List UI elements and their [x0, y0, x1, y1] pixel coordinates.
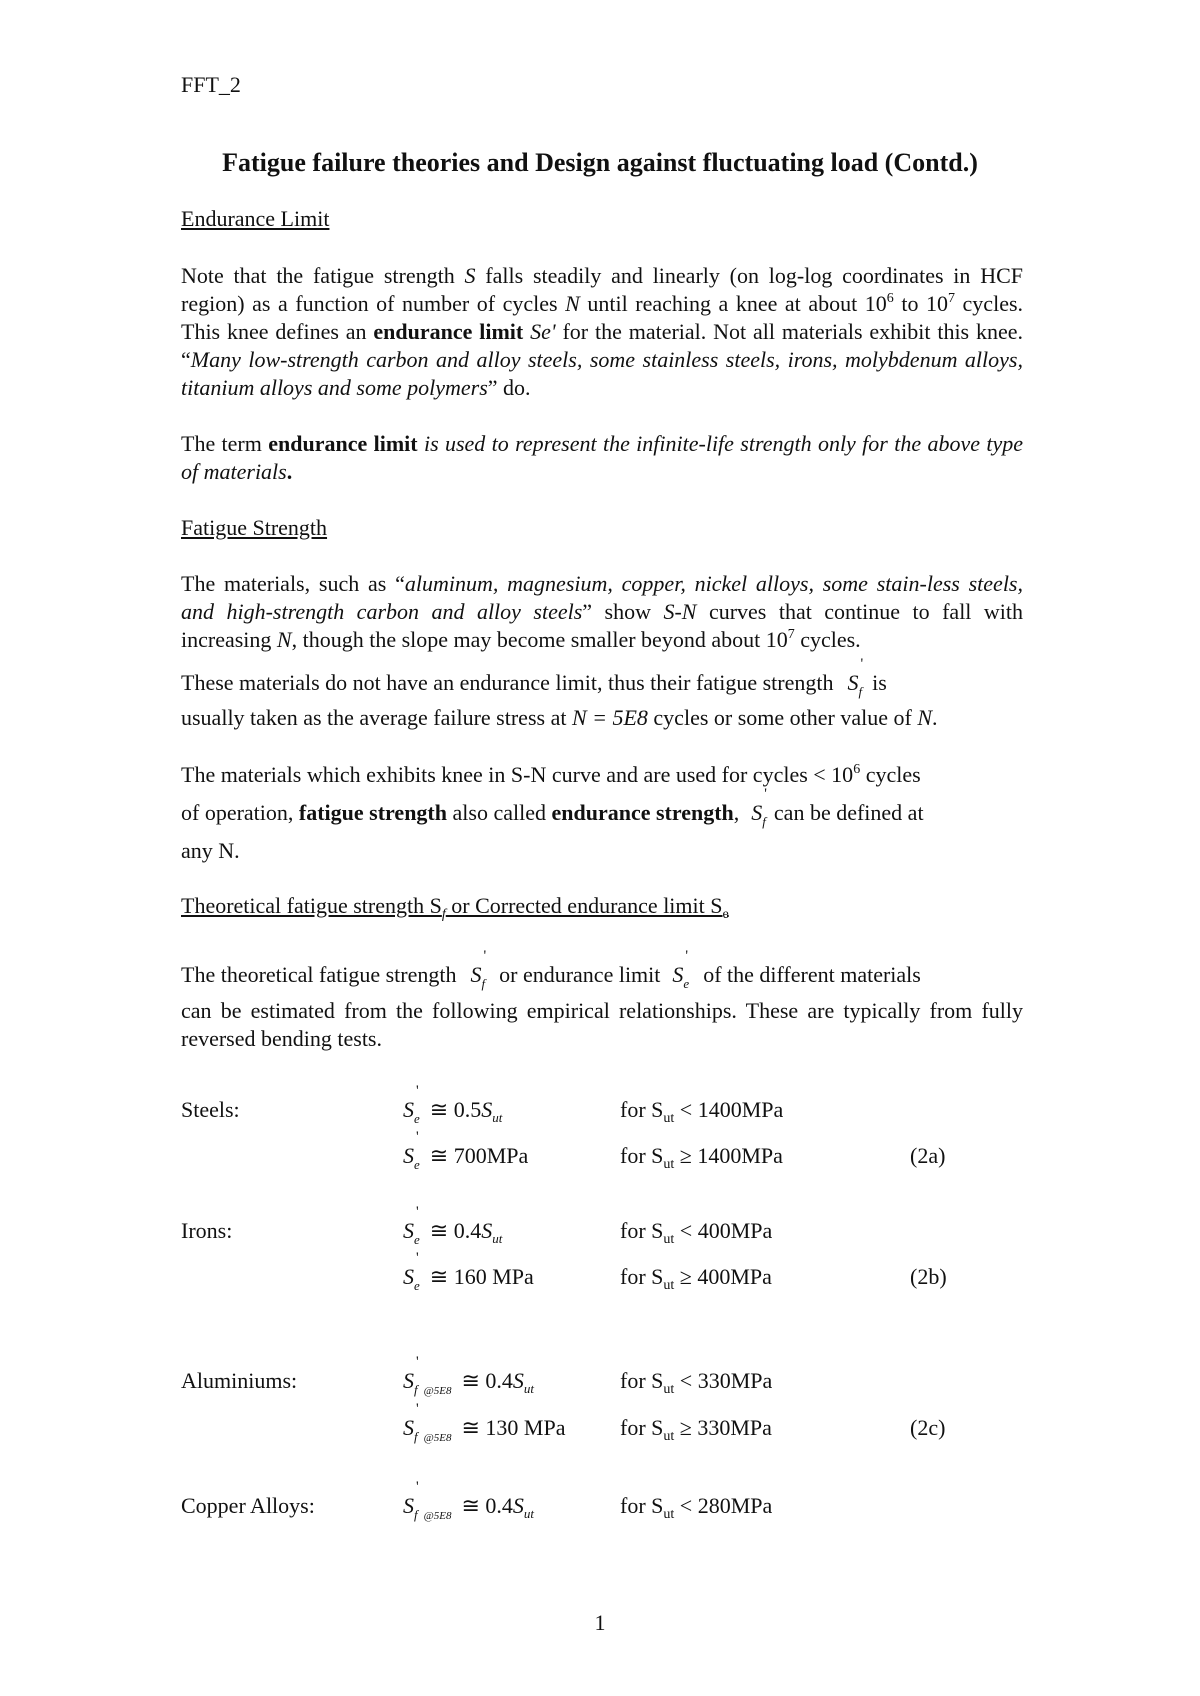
- text-run: .: [932, 705, 938, 730]
- subscript-e: e: [414, 1111, 420, 1126]
- symbol-s: S: [481, 1218, 493, 1243]
- bold-term: endurance strength: [551, 800, 734, 825]
- text-run: ” show: [582, 599, 664, 624]
- bold-term: endurance limit: [268, 431, 418, 456]
- symbol-sn: S-N: [663, 599, 697, 624]
- fatigue-paragraph-1b-line-2: [181, 705, 1023, 731]
- subscript-ut: ut: [492, 1231, 503, 1246]
- endurance-paragraph-2: [181, 430, 1023, 486]
- text-run: .: [286, 459, 293, 484]
- equation-rhs: ≅ 700MPa: [429, 1143, 529, 1168]
- section-heading-theoretical-fatigue-strength: [181, 893, 729, 922]
- equation-condition: [620, 1368, 773, 1397]
- equation-condition: [620, 1264, 772, 1293]
- symbol-s: S: [403, 1368, 414, 1393]
- equation-formula: [403, 1401, 566, 1445]
- equation-material-label: Irons:: [181, 1218, 233, 1243]
- prime-mark: ': [483, 948, 487, 964]
- subscript-f: f: [414, 1429, 418, 1444]
- symbol-n: N: [276, 627, 292, 652]
- text-run: ≥ 330MPa: [674, 1415, 772, 1440]
- equation-formula: [403, 1354, 535, 1398]
- text-run: < 400MPa: [674, 1218, 773, 1243]
- equation-material-label: Copper Alloys:: [181, 1493, 315, 1518]
- text-run: for S: [620, 1415, 664, 1440]
- symbol-s: S: [403, 1097, 414, 1122]
- text-run: cycles.: [794, 627, 861, 652]
- text-run: for S: [620, 1493, 664, 1518]
- subscript-e: e: [414, 1157, 420, 1172]
- theoretical-paragraph-line-2: can be estimated from the following empirical relationships. These are typically from fully reversed bending tests.: [181, 998, 1023, 1051]
- subscript-ut: ut: [663, 1111, 675, 1126]
- symbol-se-prime: [403, 1129, 420, 1173]
- symbol-sf-prime: [403, 1354, 452, 1398]
- prime-mark: ': [416, 1250, 419, 1266]
- text-run: The term: [181, 431, 269, 456]
- subscript-f: f: [858, 684, 863, 699]
- subscript-ut: ut: [663, 1278, 675, 1293]
- prime-mark: ': [416, 1479, 419, 1495]
- equation-formula: [403, 1129, 529, 1173]
- text-run: usually taken as the average failure stress at: [181, 705, 572, 730]
- fatigue-paragraph-2-line-2: [181, 786, 1023, 830]
- symbol-se-prime: [403, 1083, 420, 1127]
- text-run: , though the slope may become smaller beyond about 10: [291, 627, 788, 652]
- text-run: ≥ 400MPa: [674, 1264, 772, 1289]
- symbol-sf-prime: [403, 1401, 452, 1445]
- subscript-ut: ut: [663, 1429, 675, 1444]
- text-run: cycles or some other value of: [647, 705, 918, 730]
- exponent: 7: [948, 291, 955, 306]
- symbol-s: S: [403, 1264, 414, 1289]
- symbol-s: S: [403, 1143, 414, 1168]
- symbol-sf-prime: [847, 656, 864, 700]
- fatigue-paragraph-2-line-1: [181, 762, 1023, 788]
- text-run: of the different materials: [703, 962, 921, 987]
- subscript-ut: ut: [492, 1110, 503, 1125]
- symbol-s: S: [403, 1218, 414, 1243]
- bold-term: fatigue strength: [298, 800, 447, 825]
- text-run: These materials do not have an endurance limit, thus their fatigue strength: [181, 670, 834, 695]
- text-run: for S: [620, 1264, 664, 1289]
- text-run: for S: [620, 1143, 664, 1168]
- text-run: ,: [733, 800, 740, 825]
- text-run: falls steadily and linearly (on log-log coordinates in HCF region) as a function of number of cycles: [181, 263, 1023, 316]
- prime-mark: ': [416, 1354, 419, 1370]
- subscript-f: f: [441, 907, 446, 922]
- equation-number: (2c): [910, 1415, 946, 1440]
- subscript-at-5e8: @5E8: [423, 1385, 452, 1397]
- text-run: The materials, such as “: [181, 571, 405, 596]
- subscript-ut: ut: [663, 1232, 675, 1247]
- italic-quote: aluminum, magnesium, copper, nickel alloys, some stain-less steels, and high-strength carbon and alloy steels: [181, 571, 1023, 624]
- fatigue-paragraph-1: [181, 570, 1023, 654]
- page-title: Fatigue failure theories and Design against fluctuating load (Contd.): [222, 148, 978, 177]
- subscript-e: e: [683, 976, 690, 991]
- equation-formula: [403, 1204, 503, 1248]
- symbol-s: S: [751, 800, 763, 825]
- equation-condition: [620, 1415, 772, 1444]
- symbol-n: N: [565, 291, 580, 316]
- subscript-ut: ut: [663, 1507, 675, 1522]
- symbol-se: Se': [530, 319, 556, 344]
- prime-mark: ': [764, 786, 767, 802]
- equation-material-label: Aluminiums:: [181, 1368, 298, 1393]
- symbol-s: S: [512, 1493, 524, 1518]
- symbol-se-prime: [403, 1204, 420, 1248]
- text-run: is: [872, 670, 887, 695]
- text-run: < 280MPa: [674, 1493, 773, 1518]
- symbol-sf-prime: [751, 786, 767, 830]
- text-run: < 1400MPa: [674, 1097, 784, 1122]
- symbol-s: S: [847, 670, 859, 695]
- italic-text: is used to represent the infinite-life strength only for the above type of materials: [181, 431, 1023, 484]
- subscript-f: f: [481, 976, 486, 991]
- fatigue-paragraph-1b-line-1: [181, 656, 1023, 700]
- text-run: cycles: [860, 762, 921, 787]
- symbol-n: N: [917, 705, 933, 730]
- exponent: 6: [853, 762, 861, 777]
- text-run: The materials which exhibits knee in S-N curve and are used for cycles < 10: [181, 762, 854, 787]
- equation-rhs: ≅ 0.4: [461, 1368, 513, 1393]
- section-heading-fatigue-strength: Fatigue Strength: [181, 515, 328, 540]
- text-run: The theoretical fatigue strength: [181, 962, 457, 987]
- text-run: for the material. Not all materials exhibit this knee. “: [181, 319, 1024, 372]
- equation-rhs: ≅ 0.4: [461, 1493, 513, 1518]
- subscript-f: f: [414, 1382, 418, 1397]
- symbol-s: S: [672, 962, 684, 987]
- equation-condition: [620, 1218, 773, 1247]
- text-run: for S: [620, 1368, 664, 1393]
- symbol-s: S: [403, 1415, 414, 1440]
- equation-condition: [620, 1493, 773, 1522]
- subscript-at-5e8: @5E8: [423, 1432, 452, 1444]
- equation-formula: [403, 1083, 503, 1127]
- symbol-s: S: [464, 263, 476, 288]
- subscript-f: f: [762, 814, 766, 829]
- text-run: or Corrected endurance limit S: [445, 893, 723, 918]
- prime-mark: ': [416, 1401, 419, 1417]
- text-run: also called: [447, 800, 552, 825]
- text-run: Note that the fatigue strength: [181, 263, 465, 288]
- text-run: can be defined at: [773, 800, 924, 825]
- symbol-sf-prime: [470, 948, 487, 992]
- page-number: 1: [594, 1610, 606, 1635]
- text-run: to 10: [893, 291, 948, 316]
- subscript-f: f: [414, 1507, 418, 1522]
- exponent: 6: [886, 291, 894, 306]
- prime-mark: ': [416, 1083, 419, 1099]
- symbol-sf-prime: [403, 1479, 452, 1523]
- endurance-paragraph-1: [181, 262, 1023, 402]
- equation-number: (2b): [910, 1264, 947, 1289]
- prime-mark: ': [416, 1204, 419, 1220]
- equation-rhs: ≅ 0.5: [429, 1097, 482, 1122]
- equation-rhs: ≅ 0.4: [429, 1218, 482, 1243]
- symbol-s: S: [512, 1368, 524, 1393]
- text-run: < 330MPa: [674, 1368, 773, 1393]
- subscript-ut: ut: [663, 1157, 675, 1172]
- section-heading-endurance-limit: Endurance Limit: [181, 206, 330, 231]
- equation-condition: [620, 1097, 784, 1126]
- symbol-se-prime: [672, 948, 690, 992]
- exponent: 7: [787, 627, 795, 642]
- theoretical-paragraph-line-1: [181, 948, 1023, 992]
- text-run: for S: [620, 1097, 664, 1122]
- prime-mark: ': [685, 948, 689, 964]
- subscript-ut: ut: [523, 1506, 535, 1521]
- text-run: until reaching a knee at about 10: [579, 291, 887, 316]
- subscript-at-5e8: @5E8: [423, 1510, 452, 1522]
- symbol-s: S: [470, 962, 482, 987]
- subscript-ut: ut: [663, 1382, 675, 1397]
- italic-quote: Many low-strength carbon and alloy steels, some stainless steels, irons, molybdenum alloys, titanium alloys and some polymers: [181, 347, 1023, 400]
- equation-number: (2a): [910, 1143, 946, 1168]
- bold-term: endurance limit: [373, 319, 524, 344]
- subscript-e: e: [414, 1232, 420, 1247]
- text-run: ” do.: [487, 375, 531, 400]
- prime-mark: ': [860, 656, 864, 672]
- symbol-s: S: [403, 1493, 414, 1518]
- equation-condition: [620, 1143, 783, 1172]
- text-run: ≥ 1400MPa: [674, 1143, 783, 1168]
- page-header: FFT_2: [181, 72, 241, 97]
- subscript-e: e: [414, 1278, 420, 1293]
- subscript-ut: ut: [523, 1381, 535, 1396]
- text-run: of operation,: [181, 800, 299, 825]
- subscript-e: e: [722, 907, 729, 922]
- equation-rhs: ≅ 130 MPa: [461, 1415, 566, 1440]
- equation-n-5e8: N = 5E8: [571, 705, 648, 730]
- text-run: or endurance limit: [499, 962, 661, 987]
- text-run: cycles. This knee defines an: [181, 291, 1024, 344]
- equation-formula: [403, 1250, 534, 1294]
- equation-rhs: ≅ 160 MPa: [429, 1264, 534, 1289]
- fatigue-paragraph-2-line-3: any N.: [181, 838, 240, 863]
- symbol-se-prime: [403, 1250, 420, 1294]
- text-run: curves that continue to fall with increasing: [181, 599, 1024, 652]
- text-run: for S: [620, 1218, 664, 1243]
- equation-material-label: Steels:: [181, 1097, 240, 1122]
- text-run: Theoretical fatigue strength S: [181, 893, 442, 918]
- symbol-s: S: [481, 1097, 493, 1122]
- prime-mark: ': [416, 1129, 419, 1145]
- equation-formula: [403, 1479, 535, 1523]
